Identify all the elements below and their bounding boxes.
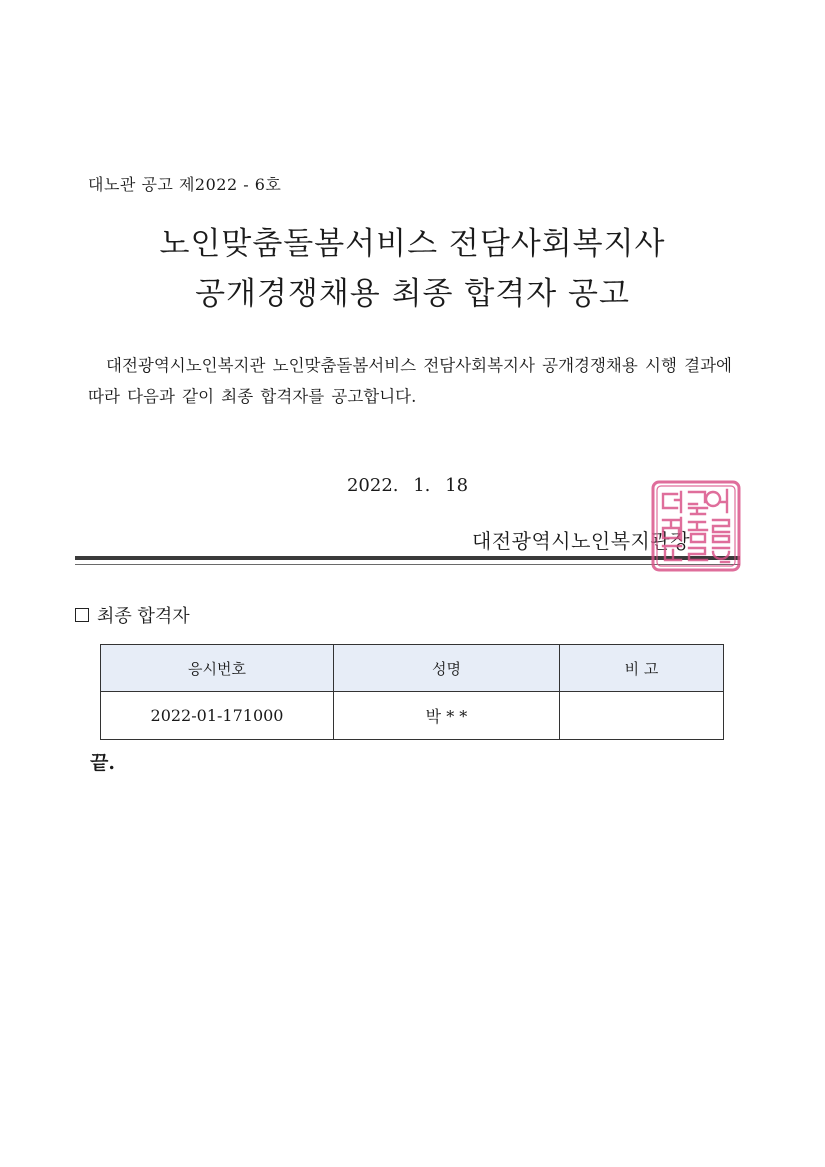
signer-name: 대전광역시노인복지관장 <box>472 529 691 553</box>
closing-mark: 끝. <box>90 752 115 774</box>
header-exam-number: 응시번호 <box>101 645 334 692</box>
cell-exam-number: 2022-01-171000 <box>101 692 334 740</box>
cell-name: 박 * * <box>334 692 560 740</box>
table-row <box>101 692 724 740</box>
announcement-body: 대전광역시노인복지관 노인맞춤돌봄서비스 전담사회복지사 공개경쟁채용 시행 결과에 따라 다음과 같이 최종 합격자를 공고합니다. <box>88 356 732 406</box>
section-heading-label: 최종 합격자 <box>97 606 190 627</box>
table-header-row <box>101 645 724 692</box>
header-name: 성명 <box>334 645 560 692</box>
section-heading <box>75 602 190 628</box>
notice-number: 대노관 공고 제2022 - 6호 <box>88 175 282 194</box>
checkbox-icon <box>75 608 89 622</box>
title-line-2: 공개경쟁채용 최종 합격자 공고 <box>195 276 630 312</box>
official-seal <box>651 480 741 572</box>
divider-thick <box>75 556 740 560</box>
announcement-date: 2022. 1. 18 <box>346 475 469 496</box>
header-remarks: 비 고 <box>560 645 724 692</box>
cell-remarks <box>560 692 724 740</box>
title-line-1: 노인맞춤돌봄서비스 전담사회복지사 <box>159 226 666 262</box>
divider-thin <box>75 564 740 565</box>
results-table <box>100 644 724 740</box>
